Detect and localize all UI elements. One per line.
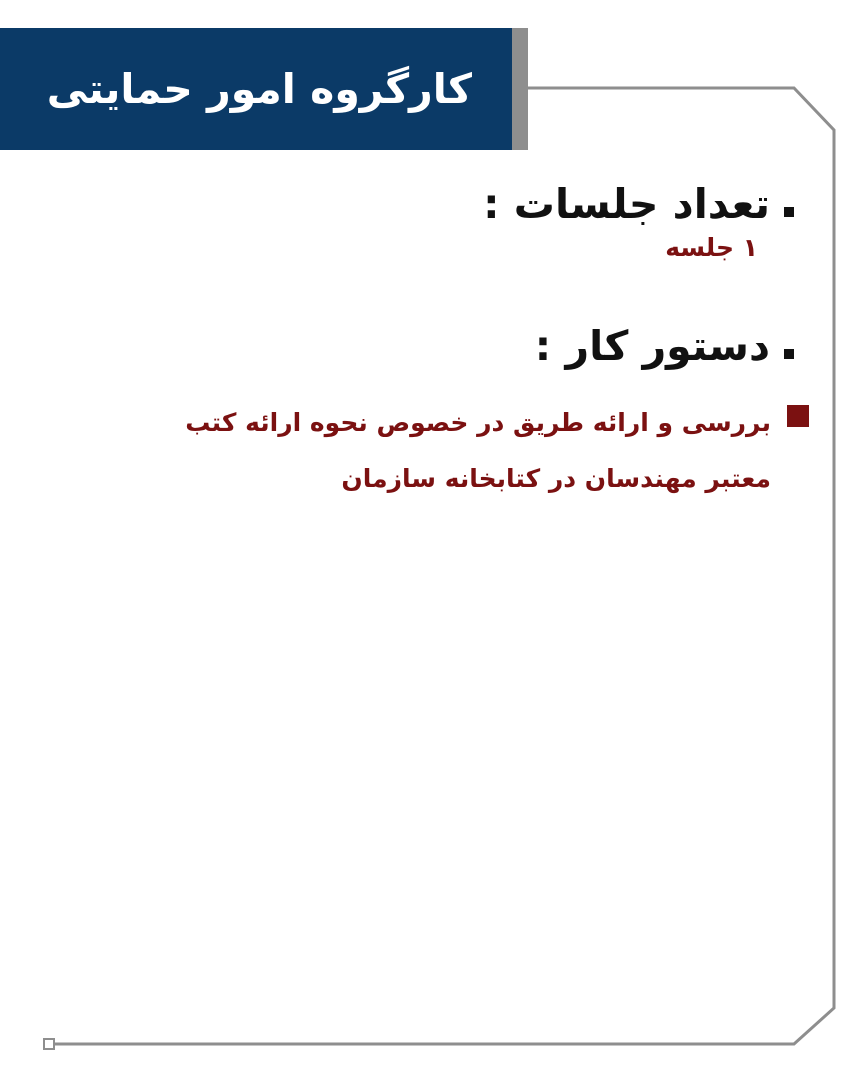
title-banner bbox=[0, 28, 512, 150]
sessions-heading: تعداد جلسات : bbox=[483, 180, 770, 228]
small-square-bullet-icon bbox=[784, 349, 794, 359]
slide-content bbox=[74, 180, 794, 507]
slide-title: کارگروه امور حمایتی bbox=[46, 65, 472, 113]
title-accent-bar bbox=[512, 28, 528, 150]
sessions-heading-row bbox=[74, 180, 794, 229]
small-square-bullet-icon bbox=[784, 207, 794, 217]
agenda-item-text: بررسی و ارائه طریق در خصوص نحوه ارائه کتب معتبر مهندسان در کتابخانه سازمان bbox=[185, 408, 771, 494]
square-bullet-icon bbox=[787, 405, 809, 427]
sessions-value: ۱ جلسه bbox=[665, 233, 758, 263]
agenda-heading: دستور کار : bbox=[534, 322, 770, 371]
agenda-item bbox=[74, 395, 809, 507]
corner-square-marker-icon bbox=[43, 1038, 55, 1050]
agenda-heading-row bbox=[74, 322, 794, 371]
